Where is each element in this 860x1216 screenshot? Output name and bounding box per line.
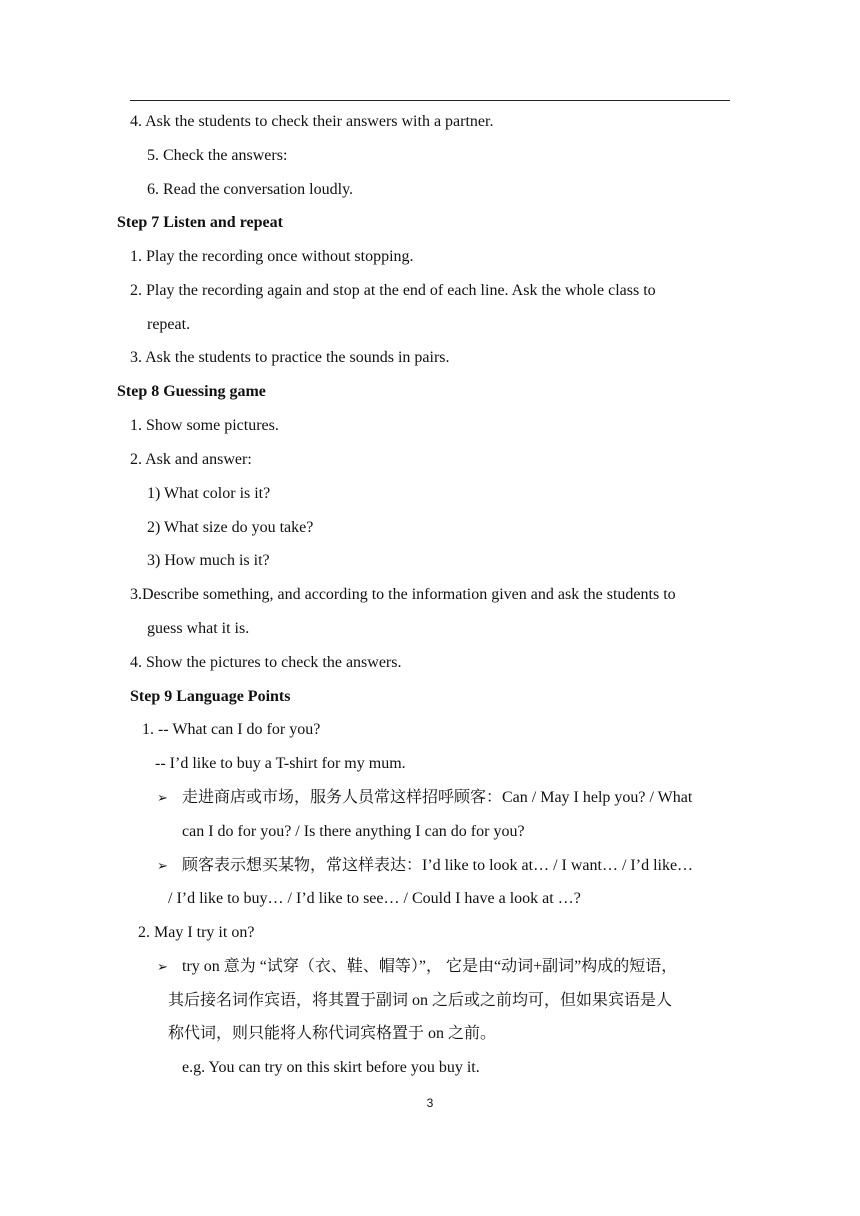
text-line: / I’d like to buy… / I’d like to see… / Could I have a look at …? (168, 890, 581, 907)
text-line: guess what it is. (147, 620, 250, 637)
text-line: 1. Show some pictures. (130, 417, 279, 434)
step-heading: Step 7 Listen and repeat (117, 214, 283, 231)
text-line: 顾客表示想买某物，常这样表达：I’d like to look at… / I want… / I’d like… (182, 857, 694, 874)
text-line: 2) What size do you take? (147, 519, 314, 536)
text-line: e.g. You can try on this skirt before you buy it. (182, 1059, 480, 1076)
text-line: 5. Check the answers: (147, 147, 288, 164)
text-line: 1. Play the recording once without stopping. (130, 248, 414, 265)
header-rule (130, 100, 730, 101)
text-line: 1) What color is it? (147, 485, 271, 502)
step-heading: Step 9 Language Points (130, 688, 291, 705)
step-heading: Step 8 Guessing game (117, 383, 266, 400)
text-line: 其后接名词作宾语，将其置于副词 on 之后或之前均可，但如果宾语是人 (168, 992, 673, 1009)
text-line: 走进商店或市场，服务人员常这样招呼顾客：Can / May I help you? / What (182, 789, 693, 806)
text-line: -- I’d like to buy a T-shirt for my mum. (155, 755, 406, 772)
text-line: 2. Ask and answer: (130, 451, 252, 468)
text-line: 2. Play the recording again and stop at the end of each line. Ask the whole class to (130, 282, 656, 299)
page-number: 3 (426, 1096, 434, 1110)
text-line: try on 意为 “试穿（衣、鞋、帽等）”， 它是由“动词+副词”构成的短语， (182, 958, 678, 975)
arrow-bullet-icon: ➢ (157, 790, 168, 805)
text-line: 2. May I try it on? (138, 924, 255, 941)
text-line: 1. -- What can I do for you? (142, 721, 321, 738)
text-line: 4. Show the pictures to check the answers. (130, 654, 402, 671)
text-line: 6. Read the conversation loudly. (147, 181, 354, 198)
text-line: 3) How much is it? (147, 552, 270, 569)
text-line: 3. Ask the students to practice the sounds in pairs. (130, 349, 450, 366)
text-line: 4. Ask the students to check their answers with a partner. (130, 113, 494, 130)
text-line: repeat. (147, 316, 191, 333)
text-line: can I do for you? / Is there anything I can do for you? (182, 823, 525, 840)
text-line: 称代词，则只能将人称代词宾格置于 on 之前。 (168, 1025, 497, 1042)
arrow-bullet-icon: ➢ (157, 959, 168, 974)
text-line: 3.Describe something, and according to the information given and ask the students to (130, 586, 676, 603)
arrow-bullet-icon: ➢ (157, 858, 168, 873)
